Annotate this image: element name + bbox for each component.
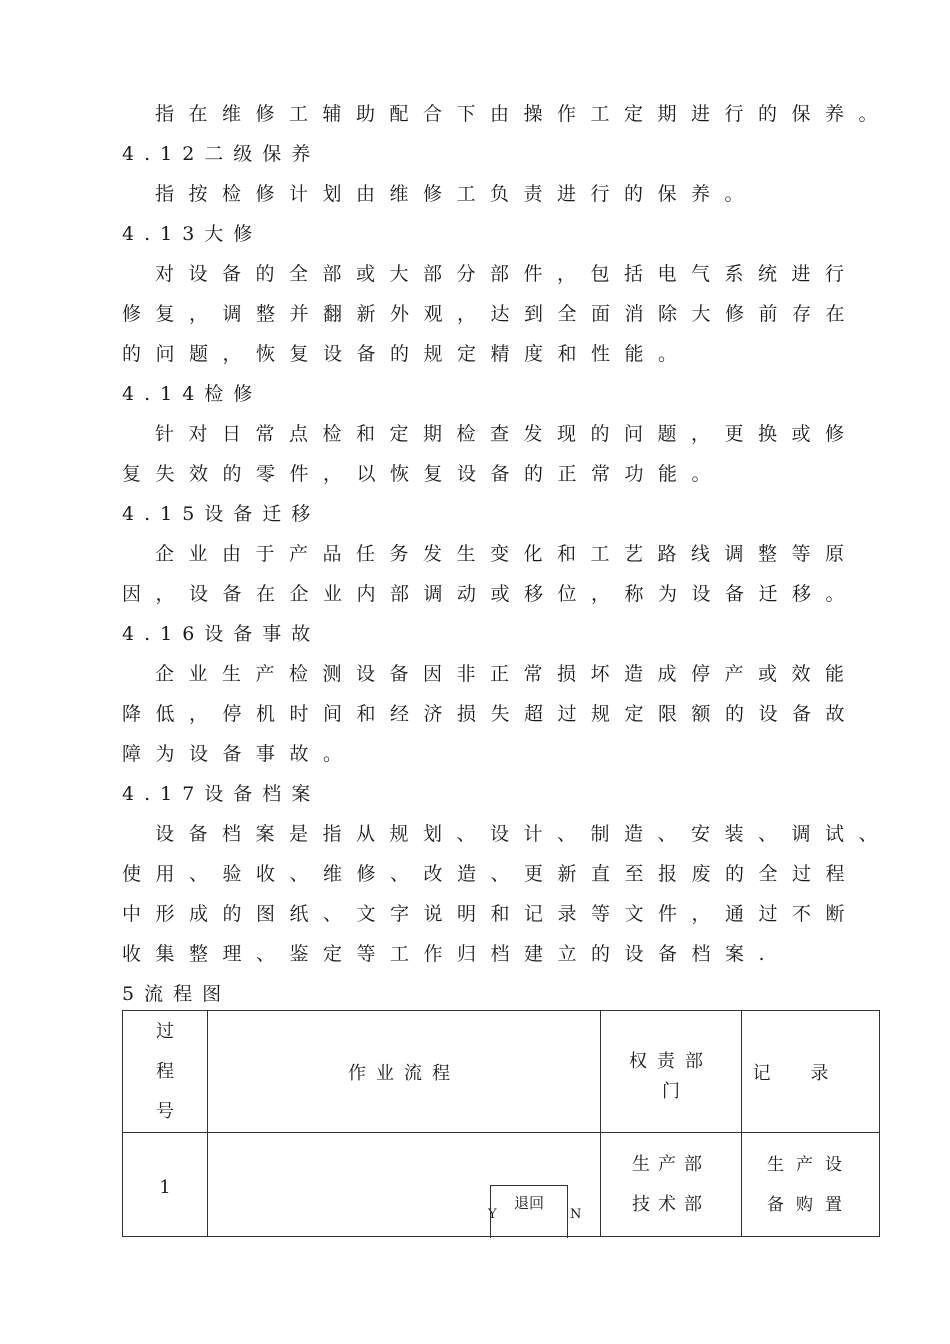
section-heading-4-13: 4.13大修	[122, 223, 263, 245]
paragraph-line: 因，设备在企业内部调动或移位，称为设备迁移。	[122, 583, 860, 605]
header-record: 记录	[742, 1011, 880, 1133]
paragraph-line: 企业生产检测设备因非正常损坏造成停产或效能	[155, 663, 859, 685]
section-heading-4-12: 4.12二级保养	[122, 143, 321, 165]
table-header-row	[123, 1011, 880, 1133]
section-heading-5: 5流程图	[122, 983, 232, 1005]
header-process-no: 过 程 号	[123, 1011, 208, 1133]
paragraph-line: 收集整理、鉴定等工作归档建立的设备档案.	[122, 943, 780, 965]
flow-no-label: N	[570, 1207, 582, 1222]
process-flow-table	[122, 1010, 880, 1237]
paragraph-line: 降低，停机时间和经济损失超过规定限额的设备故	[122, 703, 860, 725]
row-record: 生产设 备购置	[742, 1133, 880, 1237]
section-heading-4-14: 4.14检修	[122, 383, 263, 405]
row-dept: 生产部 技术部	[601, 1133, 742, 1237]
paragraph-line: 企业由于产品任务发生变化和工艺路线调整等原	[155, 543, 859, 565]
paragraph-line: 复失效的零件，以恢复设备的正常功能。	[122, 463, 726, 485]
flow-reject-box: 退回	[490, 1185, 568, 1238]
section-heading-4-16: 4.16设备事故	[122, 623, 321, 645]
table-row	[123, 1133, 880, 1237]
paragraph-line: 针对日常点检和定期检查发现的问题，更换或修	[155, 423, 859, 445]
paragraph-line: 修复，调整并翻新外观，达到全面消除大修前存在	[122, 303, 860, 325]
paragraph-line: 中形成的图纸、文字说明和记录等文件，通过不断	[122, 903, 860, 925]
header-workflow: 作业流程	[208, 1011, 601, 1133]
paragraph-line: 指按检修计划由维修工负责进行的保养。	[155, 183, 759, 205]
paragraph-line: 对设备的全部或大部分部件，包括电气系统进行	[155, 263, 859, 285]
header-dept: 权责部 门	[601, 1011, 742, 1133]
row-process-no: 1	[123, 1133, 208, 1237]
paragraph-line: 指在维修工辅助配合下由操作工定期进行的保养。	[155, 103, 893, 125]
flow-yes-label: Y	[488, 1207, 497, 1222]
paragraph-line: 使用、验收、维修、改造、更新直至报废的全过程	[122, 863, 860, 885]
paragraph-line: 障为设备事故。	[122, 743, 357, 765]
section-heading-4-17: 4.17设备档案	[122, 783, 321, 805]
section-heading-4-15: 4.15设备迁移	[122, 503, 321, 525]
row-workflow	[208, 1133, 601, 1237]
paragraph-line: 的问题，恢复设备的规定精度和性能。	[122, 343, 692, 365]
paragraph-line: 设备档案是指从规划、设计、制造、安装、调试、	[155, 823, 893, 845]
